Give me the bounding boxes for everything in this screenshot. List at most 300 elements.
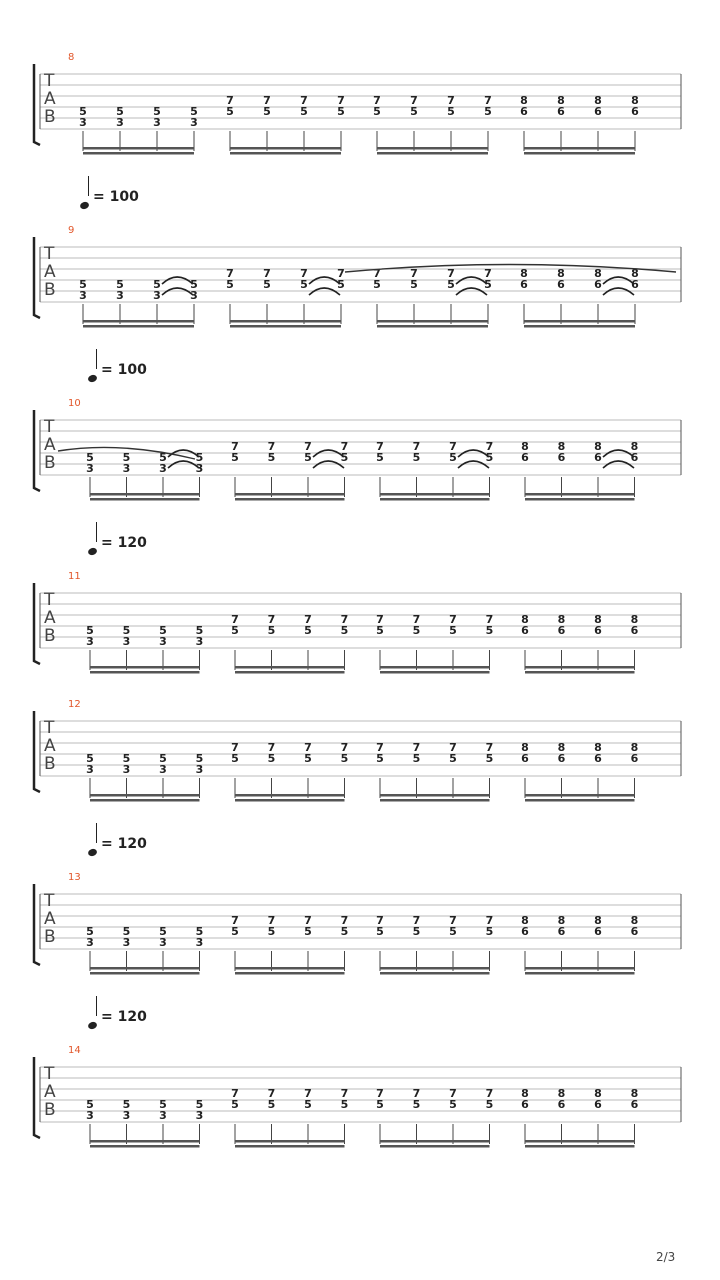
- beam: [230, 147, 341, 150]
- beam: [90, 794, 200, 797]
- fret-number: 6: [521, 624, 529, 637]
- beam: [377, 320, 488, 323]
- fret-number: 8: [557, 1087, 566, 1100]
- fret-number: 8: [521, 440, 529, 453]
- beam: [90, 1140, 200, 1143]
- beam: [380, 794, 490, 797]
- fret-number: 5: [484, 278, 492, 291]
- fret-number: 7: [226, 267, 234, 280]
- fret-number: 7: [484, 94, 492, 107]
- fret-number: 5: [122, 624, 131, 637]
- fret-number: 3: [153, 289, 161, 302]
- fret-number: 5: [267, 451, 276, 464]
- fret-number: 6: [594, 105, 602, 118]
- beam: [525, 794, 635, 797]
- fret-number: 7: [373, 94, 381, 107]
- fret-number: 5: [122, 752, 131, 765]
- fret-number: 5: [410, 105, 418, 118]
- fret-number: 7: [267, 1087, 276, 1100]
- fret-number: 7: [447, 267, 455, 280]
- beam: [235, 972, 345, 975]
- tab-staff: [0, 884, 720, 984]
- system-bracket: [34, 884, 40, 965]
- tempo-value: = 100: [93, 189, 139, 205]
- tempo-marking: [88, 362, 147, 382]
- fret-number: 5: [373, 105, 381, 118]
- fret-number: 7: [304, 440, 312, 453]
- fret-number: 6: [557, 278, 565, 291]
- fret-number: 6: [631, 278, 639, 291]
- fret-number: 8: [521, 914, 529, 927]
- measure-number: 10: [68, 398, 81, 409]
- beam: [380, 972, 490, 975]
- fret-number: 8: [630, 1087, 639, 1100]
- tempo-marking: [80, 189, 139, 209]
- fret-number: 3: [159, 936, 167, 949]
- tab-staff: [0, 64, 720, 164]
- tempo-marking: [88, 1009, 147, 1029]
- beam: [524, 147, 635, 150]
- fret-number: 5: [485, 752, 494, 765]
- fret-number: 3: [159, 763, 167, 776]
- fret-number: 5: [304, 925, 312, 938]
- fret-number: 5: [231, 925, 239, 938]
- fret-number: 8: [630, 613, 639, 626]
- beam: [380, 1145, 490, 1148]
- fret-number: 5: [485, 1098, 494, 1111]
- fret-number: 5: [116, 105, 124, 118]
- fret-number: 8: [521, 1087, 529, 1100]
- tab-staff: [0, 711, 720, 811]
- tab-staff: [0, 1057, 720, 1157]
- fret-number: 5: [412, 1098, 421, 1111]
- fret-number: 5: [159, 451, 167, 464]
- fret-number: 6: [557, 752, 566, 765]
- fret-number: 3: [116, 116, 124, 129]
- fret-number: 5: [376, 624, 384, 637]
- beam: [380, 498, 490, 501]
- fret-number: 5: [300, 105, 308, 118]
- fret-number: 7: [412, 440, 421, 453]
- fret-number: 7: [231, 741, 239, 754]
- fret-number: 3: [195, 763, 204, 776]
- beam: [235, 1140, 345, 1143]
- beam: [235, 493, 345, 496]
- fret-number: 5: [86, 1098, 94, 1111]
- fret-number: 5: [231, 451, 239, 464]
- fret-number: 7: [340, 1087, 349, 1100]
- fret-number: 5: [267, 752, 276, 765]
- fret-number: 3: [159, 635, 167, 648]
- fret-number: 5: [376, 1098, 384, 1111]
- fret-number: 5: [267, 624, 276, 637]
- fret-number: 5: [449, 1098, 457, 1111]
- beam: [525, 666, 635, 669]
- tab-clef-letter: T: [44, 590, 55, 610]
- beam: [525, 493, 635, 496]
- fret-number: 6: [557, 1098, 566, 1111]
- fret-number: 6: [594, 925, 602, 938]
- fret-number: 5: [86, 451, 94, 464]
- measure-number: 9: [68, 225, 75, 236]
- fret-number: 8: [594, 741, 602, 754]
- fret-number: 7: [304, 741, 312, 754]
- fret-number: 5: [267, 1098, 276, 1111]
- fret-number: 5: [340, 451, 349, 464]
- fret-number: 5: [412, 752, 421, 765]
- fret-number: 8: [594, 914, 602, 927]
- beam: [83, 325, 194, 328]
- beam: [380, 967, 490, 970]
- beam: [525, 1140, 635, 1143]
- fret-number: 7: [231, 1087, 239, 1100]
- fret-number: 7: [300, 94, 308, 107]
- fret-number: 7: [449, 613, 457, 626]
- quarter-note-icon: [87, 547, 98, 557]
- fret-number: 7: [485, 1087, 494, 1100]
- fret-number: 7: [263, 94, 271, 107]
- fret-number: 7: [449, 440, 457, 453]
- fret-number: 3: [195, 936, 204, 949]
- beam: [524, 152, 635, 155]
- beam: [90, 967, 200, 970]
- quarter-note-icon: [87, 374, 98, 384]
- fret-number: 3: [122, 635, 131, 648]
- tab-clef-letter: A: [44, 262, 56, 282]
- fret-number: 3: [86, 936, 94, 949]
- fret-number: 8: [557, 267, 565, 280]
- page-number: 2/3: [656, 1250, 676, 1264]
- fret-number: 7: [449, 914, 457, 927]
- fret-number: 5: [231, 752, 239, 765]
- fret-number: 8: [630, 914, 639, 927]
- fret-number: 8: [557, 741, 566, 754]
- fret-number: 3: [116, 289, 124, 302]
- fret-number: 3: [122, 763, 131, 776]
- fret-number: 5: [412, 925, 421, 938]
- fret-number: 5: [226, 278, 234, 291]
- fret-number: 5: [484, 105, 492, 118]
- fret-number: 5: [300, 278, 308, 291]
- fret-number: 5: [340, 752, 349, 765]
- beam: [90, 498, 200, 501]
- fret-number: 5: [449, 451, 457, 464]
- fret-number: 7: [231, 440, 239, 453]
- fret-number: 7: [304, 613, 312, 626]
- fret-number: 6: [520, 105, 528, 118]
- fret-number: 5: [122, 1098, 131, 1111]
- beam: [90, 666, 200, 669]
- tab-clef-letter: B: [44, 107, 56, 127]
- measure-number: 14: [68, 1045, 81, 1056]
- tempo-value: = 120: [101, 535, 147, 551]
- fret-number: 7: [376, 613, 384, 626]
- fret-number: 5: [86, 752, 94, 765]
- beam: [525, 967, 635, 970]
- fret-number: 3: [79, 289, 87, 302]
- fret-number: 7: [484, 267, 492, 280]
- tab-clef-letter: T: [44, 244, 55, 264]
- fret-number: 5: [447, 278, 455, 291]
- fret-number: 7: [340, 440, 349, 453]
- beam: [235, 498, 345, 501]
- fret-number: 3: [122, 1109, 131, 1122]
- tab-clef-letter: B: [44, 927, 56, 947]
- fret-number: 7: [376, 741, 384, 754]
- fret-number: 7: [410, 94, 418, 107]
- fret-number: 5: [195, 925, 204, 938]
- fret-number: 3: [86, 635, 94, 648]
- tempo-marking: [88, 535, 147, 555]
- beam: [525, 1145, 635, 1148]
- fret-number: 3: [195, 462, 204, 475]
- fret-number: 3: [86, 1109, 94, 1122]
- fret-number: 5: [86, 624, 94, 637]
- fret-number: 6: [594, 752, 602, 765]
- tempo-value: = 120: [101, 1009, 147, 1025]
- beam: [377, 325, 488, 328]
- fret-number: 3: [190, 116, 198, 129]
- fret-number: 5: [267, 925, 276, 938]
- fret-number: 5: [337, 278, 345, 291]
- fret-number: 5: [412, 624, 421, 637]
- beam: [90, 972, 200, 975]
- fret-number: 5: [153, 105, 161, 118]
- fret-number: 3: [86, 462, 94, 475]
- fret-number: 7: [410, 267, 418, 280]
- tab-clef-letter: A: [44, 1082, 56, 1102]
- fret-number: 5: [122, 925, 131, 938]
- beam: [380, 1140, 490, 1143]
- beam: [380, 493, 490, 496]
- fret-number: 5: [190, 278, 198, 291]
- fret-number: 3: [122, 936, 131, 949]
- tab-clef-letter: T: [44, 417, 55, 437]
- system-bracket: [34, 583, 40, 664]
- fret-number: 6: [557, 925, 566, 938]
- fret-number: 7: [226, 94, 234, 107]
- fret-number: 7: [267, 613, 276, 626]
- fret-number: 7: [449, 1087, 457, 1100]
- tab-clef-letter: B: [44, 453, 56, 473]
- beam: [380, 671, 490, 674]
- fret-number: 7: [340, 613, 349, 626]
- fret-number: 5: [485, 624, 494, 637]
- fret-number: 7: [263, 267, 271, 280]
- fret-number: 6: [630, 451, 639, 464]
- fret-number: 5: [376, 925, 384, 938]
- beam: [83, 147, 194, 150]
- fret-number: 5: [373, 278, 381, 291]
- fret-number: 5: [159, 925, 167, 938]
- beam: [525, 498, 635, 501]
- fret-number: 5: [485, 925, 494, 938]
- fret-number: 7: [267, 741, 276, 754]
- tab-staff: [0, 583, 720, 683]
- fret-number: 7: [376, 440, 384, 453]
- fret-number: 5: [79, 278, 87, 291]
- fret-number: 8: [520, 267, 528, 280]
- fret-number: 6: [630, 925, 639, 938]
- beam: [524, 325, 635, 328]
- fret-number: 8: [557, 440, 566, 453]
- fret-number: 5: [449, 752, 457, 765]
- tab-staff: [0, 410, 720, 510]
- fret-number: 7: [447, 94, 455, 107]
- fret-number: 7: [412, 741, 421, 754]
- fret-number: 7: [412, 613, 421, 626]
- system-bracket: [34, 711, 40, 792]
- fret-number: 7: [412, 1087, 421, 1100]
- fret-number: 7: [449, 741, 457, 754]
- fret-number: 6: [557, 105, 565, 118]
- tab-clef-letter: T: [44, 891, 55, 911]
- fret-number: 8: [594, 1087, 602, 1100]
- fret-number: 5: [190, 105, 198, 118]
- fret-number: 8: [557, 914, 566, 927]
- fret-number: 7: [267, 440, 276, 453]
- fret-number: 7: [340, 914, 349, 927]
- fret-number: 3: [195, 1109, 204, 1122]
- fret-number: 3: [190, 289, 198, 302]
- fret-number: 7: [485, 741, 494, 754]
- fret-number: 5: [195, 451, 204, 464]
- fret-number: 7: [412, 914, 421, 927]
- fret-number: 6: [630, 1098, 639, 1111]
- beam: [83, 320, 194, 323]
- fret-number: 5: [116, 278, 124, 291]
- beam: [380, 799, 490, 802]
- fret-number: 3: [195, 635, 204, 648]
- fret-number: 5: [195, 1098, 204, 1111]
- beam: [525, 671, 635, 674]
- fret-number: 7: [304, 914, 312, 927]
- tab-clef-letter: B: [44, 1100, 56, 1120]
- fret-number: 6: [631, 105, 639, 118]
- fret-number: 6: [594, 1098, 602, 1111]
- beam: [377, 152, 488, 155]
- fret-number: 8: [594, 613, 602, 626]
- beam: [235, 967, 345, 970]
- fret-number: 5: [231, 624, 239, 637]
- beam: [235, 671, 345, 674]
- fret-number: 5: [340, 624, 349, 637]
- fret-number: 5: [159, 752, 167, 765]
- tab-clef-letter: B: [44, 626, 56, 646]
- measure-number: 12: [68, 699, 81, 710]
- fret-number: 8: [557, 94, 565, 107]
- beam: [90, 671, 200, 674]
- fret-number: 6: [521, 451, 529, 464]
- fret-number: 5: [226, 105, 234, 118]
- beam: [83, 152, 194, 155]
- fret-number: 5: [485, 451, 494, 464]
- beam: [90, 493, 200, 496]
- fret-number: 3: [86, 763, 94, 776]
- beam: [230, 152, 341, 155]
- fret-number: 7: [300, 267, 308, 280]
- fret-number: 5: [340, 925, 349, 938]
- tab-clef-letter: B: [44, 754, 56, 774]
- tab-clef-letter: A: [44, 89, 56, 109]
- fret-number: 3: [122, 462, 131, 475]
- fret-number: 5: [376, 451, 384, 464]
- beam: [235, 666, 345, 669]
- fret-number: 6: [594, 624, 602, 637]
- fret-number: 6: [557, 624, 566, 637]
- fret-number: 3: [79, 116, 87, 129]
- fret-number: 5: [153, 278, 161, 291]
- fret-number: 5: [159, 1098, 167, 1111]
- fret-number: 6: [520, 278, 528, 291]
- fret-number: 6: [521, 752, 529, 765]
- tempo-value: = 120: [101, 836, 147, 852]
- fret-number: 7: [376, 914, 384, 927]
- fret-number: 7: [304, 1087, 312, 1100]
- fret-number: 3: [153, 116, 161, 129]
- beam: [525, 972, 635, 975]
- fret-number: 5: [195, 752, 204, 765]
- fret-number: 8: [594, 440, 602, 453]
- system-bracket: [34, 1057, 40, 1138]
- fret-number: 8: [521, 613, 529, 626]
- fret-number: 8: [520, 94, 528, 107]
- fret-number: 5: [447, 105, 455, 118]
- fret-number: 3: [159, 1109, 167, 1122]
- beam: [235, 794, 345, 797]
- fret-number: 8: [594, 267, 602, 280]
- fret-number: 7: [231, 613, 239, 626]
- fret-number: 6: [557, 451, 566, 464]
- quarter-note-icon: [87, 848, 98, 858]
- fret-number: 5: [304, 624, 312, 637]
- fret-number: 5: [263, 105, 271, 118]
- tie-arc: [345, 265, 676, 273]
- beam: [230, 325, 341, 328]
- fret-number: 6: [594, 451, 602, 464]
- beam: [524, 320, 635, 323]
- system-bracket: [34, 410, 40, 491]
- beam: [235, 799, 345, 802]
- fret-number: 7: [340, 741, 349, 754]
- tab-clef-letter: A: [44, 608, 56, 628]
- fret-number: 6: [521, 925, 529, 938]
- fret-number: 5: [304, 1098, 312, 1111]
- fret-number: 8: [630, 741, 639, 754]
- fret-number: 7: [485, 613, 494, 626]
- fret-number: 5: [376, 752, 384, 765]
- beam: [377, 147, 488, 150]
- fret-number: 8: [594, 94, 602, 107]
- beam: [380, 666, 490, 669]
- measure-number: 13: [68, 872, 81, 883]
- fret-number: 5: [410, 278, 418, 291]
- tab-clef-letter: A: [44, 736, 56, 756]
- beam: [230, 320, 341, 323]
- beam: [90, 1145, 200, 1148]
- fret-number: 7: [485, 440, 494, 453]
- measure-number: 8: [68, 52, 75, 63]
- fret-number: 8: [631, 94, 639, 107]
- fret-number: 5: [263, 278, 271, 291]
- beam: [90, 799, 200, 802]
- fret-number: 5: [231, 1098, 239, 1111]
- fret-number: 6: [594, 278, 602, 291]
- fret-number: 7: [231, 914, 239, 927]
- quarter-note-icon: [79, 201, 90, 211]
- fret-number: 7: [373, 267, 381, 280]
- beam: [235, 1145, 345, 1148]
